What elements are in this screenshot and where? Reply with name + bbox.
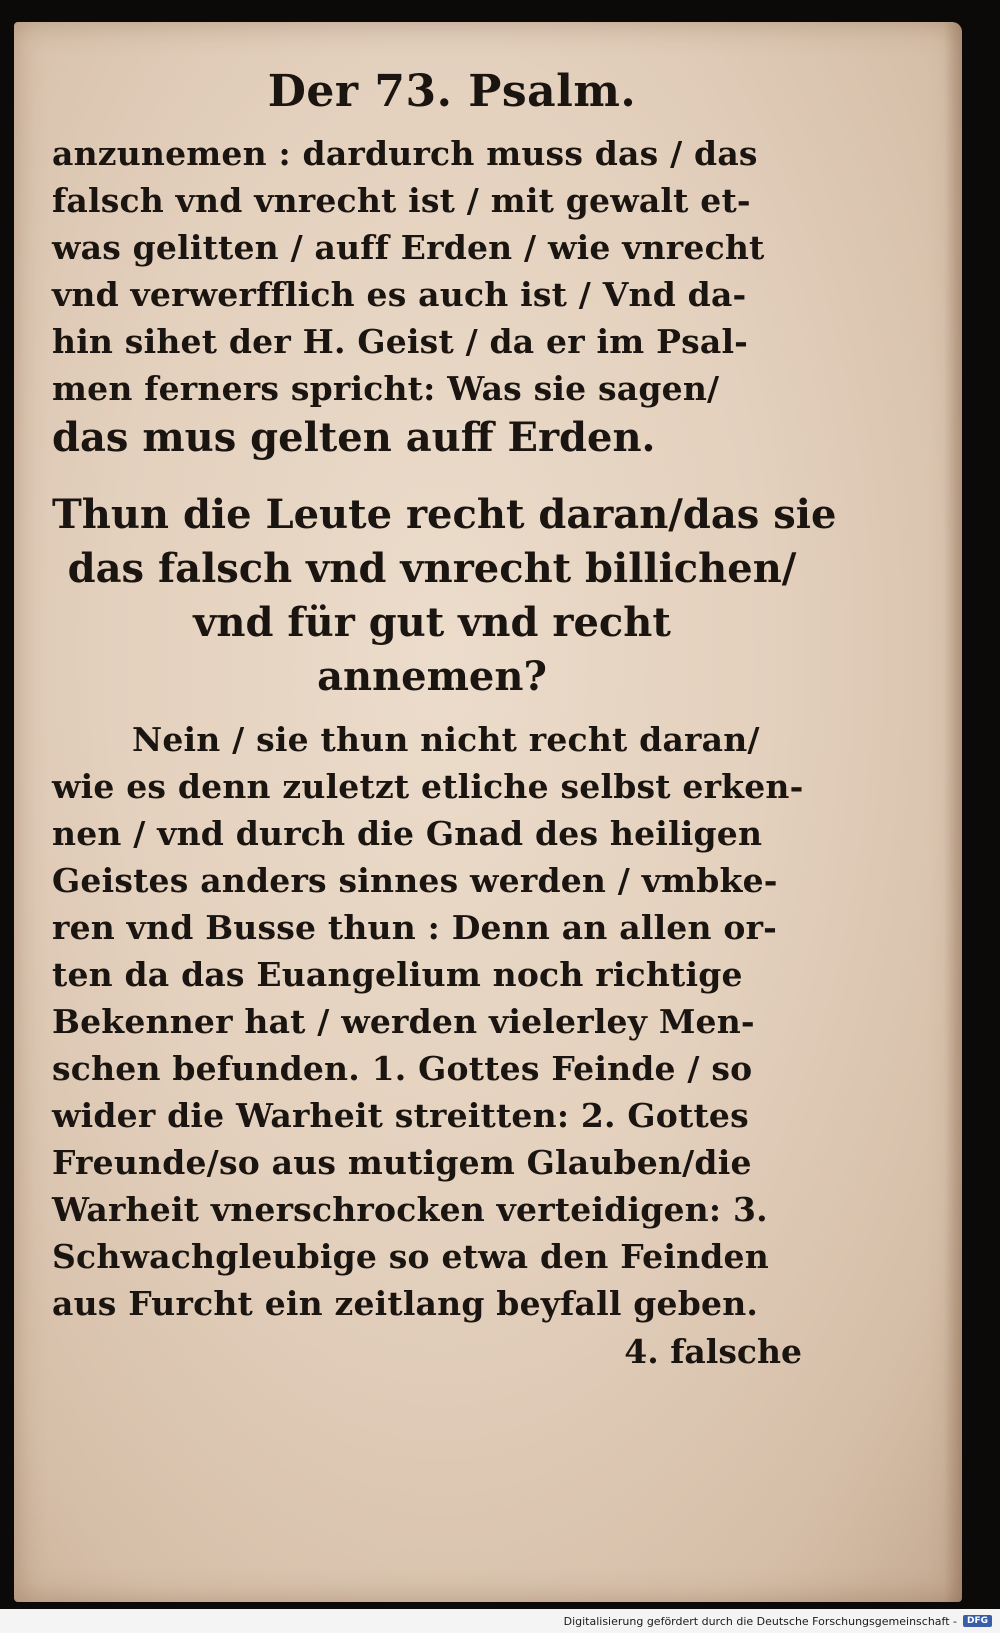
- digitization-footer: [0, 1609, 1000, 1633]
- text-line: Freunde/so aus mutigem Glauben/die: [52, 1143, 752, 1182]
- text-line: Geistes anders sinnes werden / vmbke-: [52, 861, 778, 900]
- question-line: annemen?: [317, 653, 547, 700]
- text-line: anzunemen : dardurch muss das / das: [52, 134, 758, 173]
- text-line: hin sihet der H. Geist / da er im Psal-: [52, 322, 749, 361]
- text-line: falsch vnd vnrecht ist / mit gewalt et-: [52, 181, 751, 220]
- funding-credit: Digitalisierung gefördert durch die Deutsche Forschungsgemeinschaft -: [563, 1614, 957, 1628]
- answer-paragraph: [52, 716, 812, 1327]
- text-line: wie es denn zuletzt etliche selbst erken-: [52, 767, 804, 806]
- running-head: Der 73. Psalm.: [267, 66, 637, 117]
- text-line: was gelitten / auff Erden / wie vnrecht: [52, 228, 765, 267]
- dfg-logo: DFG: [963, 1615, 992, 1627]
- text-line: ten da das Euangelium noch richtige: [52, 955, 743, 994]
- text-line: Bekenner hat / werden vielerley Men-: [52, 1002, 755, 1041]
- question-line: Thun die Leute recht daran/das sie: [52, 491, 837, 538]
- text-line: schen befunden. 1. Gottes Feinde / so: [52, 1049, 753, 1088]
- catchword: 4. falsche: [624, 1332, 802, 1371]
- text-line: vnd verwerfflich es auch ist / Vnd da-: [52, 275, 747, 314]
- text-line: wider die Warheit streitten: 2. Gottes: [52, 1096, 749, 1135]
- text-line: aus Furcht ein zeitlang beyfall geben.: [52, 1284, 759, 1323]
- question-heading: [52, 488, 837, 704]
- page-text: [52, 62, 837, 1377]
- book-page: [14, 22, 962, 1602]
- paragraph-1: [52, 130, 812, 464]
- question-line: das falsch vnd vnrecht billichen/: [67, 545, 797, 592]
- page-edge-shadow: [944, 22, 962, 1602]
- text-line-emphasis: das mus gelten auff Erden.: [52, 414, 656, 461]
- text-line: Schwachgleubige so etwa den Feinden: [52, 1237, 769, 1276]
- text-line: nen / vnd durch die Gnad des heiligen: [52, 814, 763, 853]
- text-line: ren vnd Busse thun : Denn an allen or-: [52, 908, 778, 947]
- question-line: vnd für gut vnd recht: [193, 599, 671, 646]
- text-line: Nein / sie thun nicht recht daran/: [132, 720, 760, 759]
- text-line: Warheit vnerschrocken verteidigen: 3.: [52, 1190, 768, 1229]
- text-line: men ferners spricht: Was sie sagen/: [52, 369, 720, 408]
